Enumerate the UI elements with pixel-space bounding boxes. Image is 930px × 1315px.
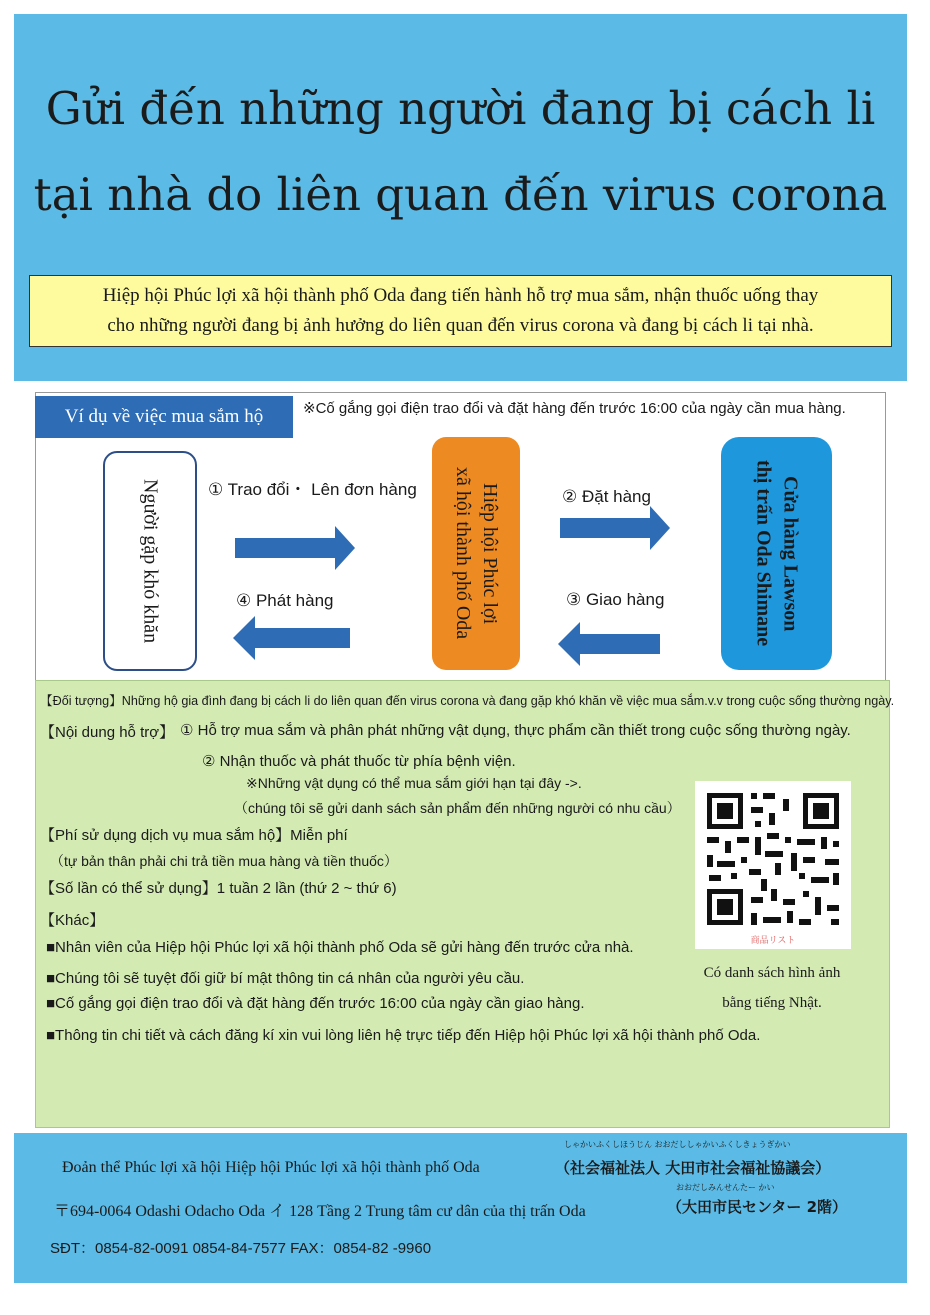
association-label-1: Hiệp hội Phúc lợi bbox=[479, 482, 501, 625]
content-label: 【Nội dung hỗ trợ】 bbox=[40, 724, 175, 741]
arrow-left-4 bbox=[233, 616, 350, 660]
other-item-1: ■Nhân viên của Hiệp hội Phúc lợi xã hội thành phố Oda sẽ gửi hàng đến trước cửa nhà. bbox=[46, 939, 634, 956]
arrow-left-3 bbox=[558, 622, 660, 666]
step2-label: ② Đặt hàng bbox=[562, 487, 651, 506]
org-ruby: しゃかいふくしほうじん おおだししゃかいふくしきょうぎかい bbox=[564, 1140, 791, 1149]
qr-caption bbox=[672, 958, 872, 1018]
arrow-right-1 bbox=[235, 526, 355, 570]
content-item-2: ② Nhận thuốc và phát thuốc từ phía bệnh viện. bbox=[202, 753, 516, 770]
org-name-jp: （社会福祉法人 大田市社会福祉協議会） bbox=[555, 1159, 831, 1177]
qr-label: 商品リスト bbox=[750, 936, 796, 946]
store-label-1: Cửa hàng Lawson bbox=[779, 475, 802, 632]
step1-label: ① Trao đổi・ Lên đơn hàng bbox=[208, 480, 417, 499]
target-text: 【Đối tượng】Những hộ gia đình đang bị cách li do liên quan đến virus corona và đang gặp khó khăn về việc mua sắm.v.v trong cuộc sống thường ngày. bbox=[40, 694, 895, 708]
times-text: 【Số lần có thể sử dụng】1 tuần 2 lần (thứ 2 ~ thứ 6) bbox=[40, 880, 397, 897]
qr-code-box[interactable] bbox=[695, 781, 851, 949]
content-item-1: ① Hỗ trợ mua sắm và phân phát những vật dụng, thực phẩm cần thiết trong cuộc sống thường ngày. bbox=[180, 722, 851, 739]
person-label: Người gặp khó khăn bbox=[139, 478, 162, 644]
org-name-vi: Đoản thể Phúc lợi xã hội Hiệp hội Phúc lợi xã hội thành phố Oda bbox=[62, 1159, 480, 1176]
fee-note: （tự bản thân phải chi trả tiền mua hàng và tiền thuốc） bbox=[50, 853, 398, 869]
address-jp: （大田市民センター 2階） bbox=[667, 1198, 848, 1216]
other-item-4: ■Thông tin chi tiết và cách đăng kí xin vui lòng liên hệ trực tiếp đến Hiệp hội Phúc lợi xã hội thành phố Oda. bbox=[46, 1027, 761, 1044]
phone-line: SĐT：0854-82-0091 0854-84-7577 FAX：0854-82 -9960 bbox=[50, 1240, 432, 1257]
other-item-2: ■Chúng tôi sẽ tuyệt đối giữ bí mật thông tin cá nhân của người yêu cầu. bbox=[46, 970, 525, 987]
page-title-line1: Gửi đến những người đang bị cách li bbox=[45, 82, 876, 135]
address-ruby: おおだしみんせんたー かい bbox=[676, 1183, 775, 1192]
association-label-2: xã hội thành phố Oda bbox=[452, 467, 474, 640]
qr-caption-line2: bằng tiếng Nhật. bbox=[722, 995, 822, 1011]
arrow-right-2 bbox=[560, 506, 670, 550]
example-tag: Ví dụ về việc mua sắm hộ bbox=[35, 396, 293, 438]
other-item-3: ■Cố gắng gọi điện trao đổi và đặt hàng đến trước 16:00 của ngày cần giao hàng. bbox=[46, 995, 585, 1012]
intro-line1: Hiệp hội Phúc lợi xã hội thành phố Oda đang tiến hành hỗ trợ mua sắm, nhận thuốc uống thay bbox=[102, 285, 819, 306]
step4-label: ④ Phát hàng bbox=[236, 591, 334, 610]
address-vi: 〒694-0064 Odashi Odacho Oda イ 128 Tầng 2 Trung tâm cư dân của thị trấn Oda bbox=[54, 1203, 586, 1220]
step3-label: ③ Giao hàng bbox=[566, 590, 665, 609]
page-title-line2: tại nhà do liên quan đến virus corona bbox=[33, 168, 888, 221]
call-note: ※Cố gắng gọi điện trao đổi và đặt hàng đến trước 16:00 của ngày cần mua hàng. bbox=[303, 400, 846, 417]
other-label: 【Khác】 bbox=[40, 912, 105, 929]
qr-code-icon bbox=[695, 781, 851, 949]
store-label-2: thị trấn Oda Shimane bbox=[752, 460, 775, 647]
content-note-1: ※Những vật dụng có thể mua sắm giới hạn tại đây ->. bbox=[246, 775, 582, 791]
intro-line2: cho những người đang bị ảnh hưởng do liên quan đến virus corona và đang bị cách li tại nhà. bbox=[107, 315, 814, 336]
fee-text: 【Phí sử dụng dịch vụ mua sắm hộ】Miễn phí bbox=[40, 827, 348, 844]
content-note-2: （chúng tôi sẽ gửi danh sách sản phẩm đến những người có nhu cầu） bbox=[234, 800, 681, 816]
qr-caption-line1: Có danh sách hình ảnh bbox=[703, 965, 841, 981]
